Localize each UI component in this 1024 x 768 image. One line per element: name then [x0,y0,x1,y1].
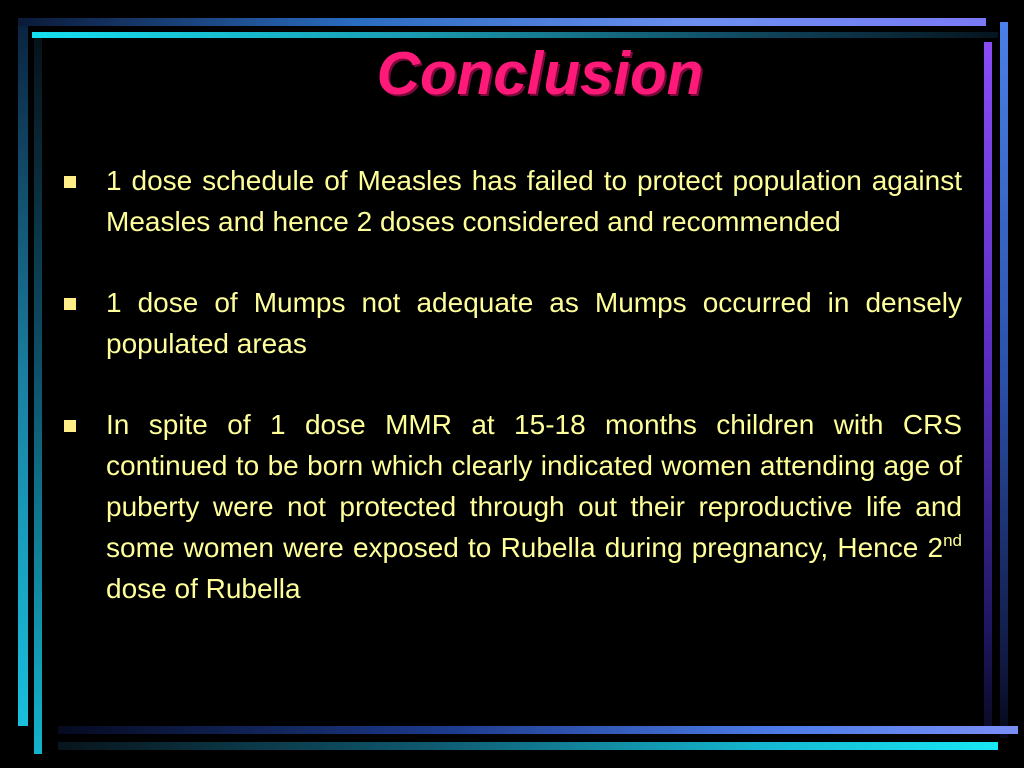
bullet-text-body: 1 dose schedule of Measles has failed to protect population against Measles and hence 2 doses considered and recommended [106,165,962,237]
bullet-text [106,160,962,242]
decorative-right-bar-outer [1000,22,1008,738]
decorative-bottom-bar-outer [58,742,998,750]
square-bullet-icon [64,420,76,432]
bullet-text [106,404,962,609]
bullet-text-body: 1 dose of Mumps not adequate as Mumps occurred in densely populated areas [106,287,962,359]
superscript-ordinal: nd [943,531,962,550]
decorative-left-bar-inner [34,38,42,754]
decorative-bottom-bar-inner [58,726,1018,734]
decorative-left-bar-outer [18,26,28,726]
square-bullet-icon [64,298,76,310]
bullet-text-tail: dose of Rubella [106,573,301,604]
square-bullet-icon [64,176,76,188]
bullet-list [62,160,962,649]
bullet-item [62,282,962,364]
bullet-text-body: In spite of 1 dose MMR at 15-18 months children with CRS continued to be born which clearly indicated women attending age of puberty were not protected through out their reproductive life and some women were exposed to Rubella during pregnancy, Hence 2 [106,409,962,563]
slide-title: Conclusion [376,40,704,107]
bullet-item [62,160,962,242]
decorative-right-bar-inner [984,42,992,732]
bullet-text [106,282,962,364]
decorative-top-bar-outer [18,18,986,26]
bullet-item [62,404,962,609]
